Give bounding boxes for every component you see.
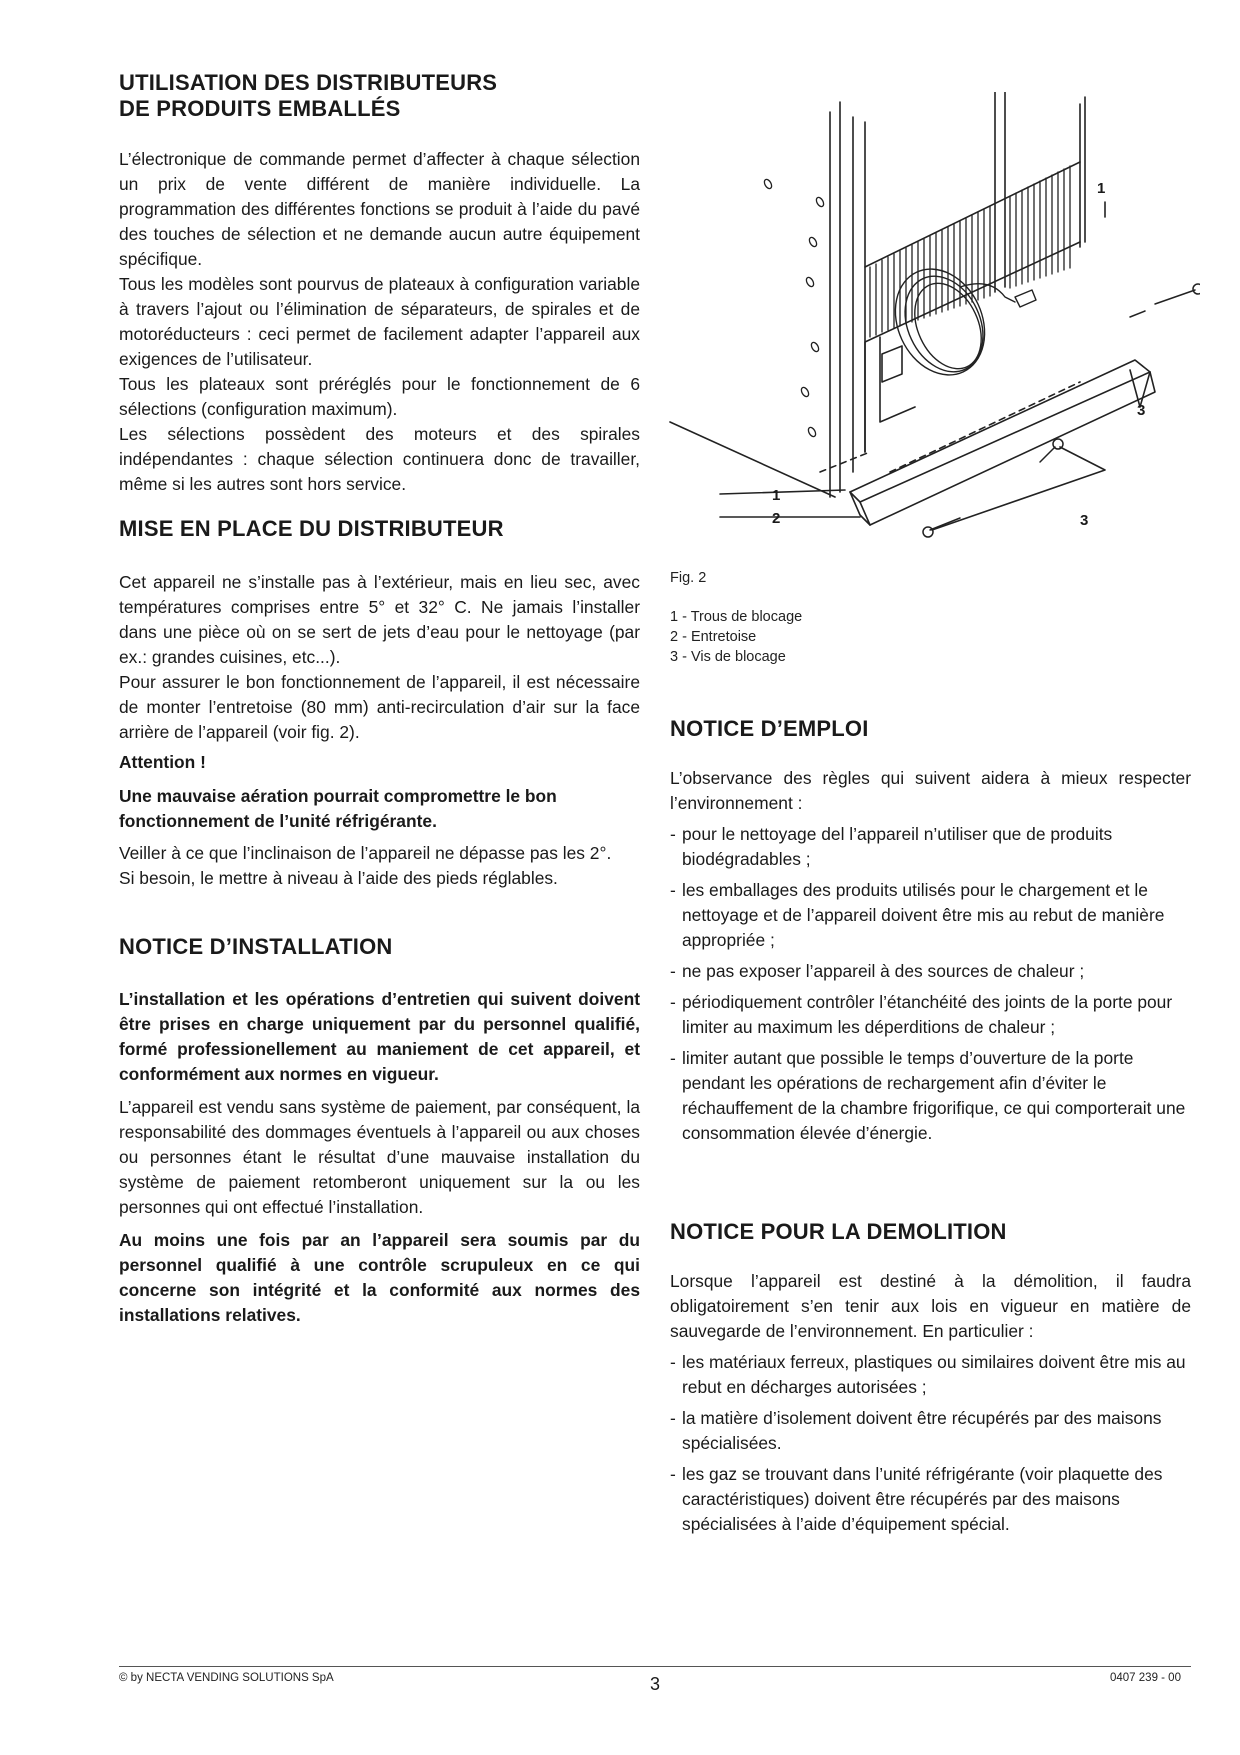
section-body-mise-en-place: [119, 570, 640, 891]
paragraph: Cet appareil ne s’installe pas à l’extérieur, mais en lieu sec, avec températures comprises entre 5° et 32° C. Ne jamais l’installer dans une pièce où on se sert de jets d’eau pour le nettoyage (par ex.: grandes cuisines, etc...).: [119, 572, 640, 667]
list-item: - ne pas exposer l’appareil à des sources de chaleur ;: [670, 959, 1191, 984]
bold-paragraph: Au moins une fois par an l’appareil sera soumis par du personnel qualifié à une contrôle scrupuleux en ce qui concerne son intégrité et la conformité aux normes des installations relatives.: [119, 1230, 640, 1325]
paragraph: Pour assurer le bon fonctionnement de l’appareil, il est nécessaire de monter l’entretoise (80 mm) anti-recirculation d’air sur la face arrière de l’appareil (voir fig. 2).: [119, 672, 640, 742]
figure-legend: [670, 607, 802, 667]
paragraph: L’électronique de commande permet d’affecter à chaque sélection un prix de vente différent de manière individuelle. La programmation des différentes fonctions se produit à l’aide du pavé des touches de sélection et ne demande aucun autre équipement spécifique.: [119, 149, 640, 269]
figure-caption: Fig. 2: [670, 570, 707, 586]
paragraph: L’observance des règles qui suivent aidera à mieux respecter l’environnement :: [670, 768, 1191, 813]
section-title-mise-en-place: MISE EN PLACE DU DISTRIBUTEUR: [119, 516, 504, 541]
demolition-list: [670, 1350, 1191, 1537]
list-item: - la matière d’isolement doivent être récupérés par des maisons spécialisées.: [670, 1406, 1191, 1456]
section-title-utilisation: [119, 70, 497, 122]
section-title-demolition: NOTICE POUR LA DEMOLITION: [670, 1219, 1007, 1244]
section-body-installation: [119, 987, 640, 1328]
usage-list: [670, 822, 1191, 1146]
footer-doc-code: 0407 239 - 00: [1110, 1672, 1181, 1684]
list-item: - les emballages des produits utilisés pour le chargement et le nettoyage et de l’appareil doivent être mis au rebut de manière appropriée ;: [670, 878, 1191, 953]
figure-label-1-left: 1: [772, 487, 781, 504]
section-body-emploi: [670, 766, 1191, 1146]
legend-item-2: 2 - Entretoise: [670, 629, 757, 645]
paragraph: Les sélections possèdent des moteurs et des spirales indépendantes : chaque sélection continuera donc de travailler, même si les autres sont hors service.: [119, 424, 640, 494]
section-body-demolition: [670, 1269, 1191, 1537]
figure-label-2-left: 2: [772, 510, 781, 527]
list-item: - périodiquement contrôler l’étanchéité des joints de la porte pour limiter au maximum les déperditions de chaleur ;: [670, 990, 1191, 1040]
figure-2: [660, 92, 1200, 562]
title-line-1: UTILISATION DES DISTRIBUTEURS: [119, 70, 498, 95]
paragraph: Si besoin, le mettre à niveau à l’aide des pieds réglables.: [119, 868, 558, 888]
list-item: - les matériaux ferreux, plastiques ou similaires doivent être mis au rebut en décharges autorisées ;: [670, 1350, 1191, 1400]
section-title-installation: NOTICE D’INSTALLATION: [119, 934, 393, 959]
figure-label-1-top: 1: [1097, 180, 1106, 197]
paragraph: Veiller à ce que l’inclinaison de l’appareil ne dépasse pas les 2°.: [119, 843, 612, 863]
paragraph: Tous les modèles sont pourvus de plateaux à configuration variable à travers l’ajout ou l’élimination de séparateurs, de spirales et de motoréducteurs : ceci permet de facilement adapter l’appareil aux exigences de l’utilisateur.: [119, 274, 640, 369]
legend-item-3: 3 - Vis de blocage: [670, 649, 786, 665]
paragraph: Tous les plateaux sont préréglés pour le fonctionnement de 6 sélections (configuration maximum).: [119, 374, 640, 419]
bold-paragraph: L’installation et les opérations d’entretien qui suivent doivent être prises en charge uniquement par du personnel qualifié, formé professionellement au maniement de cet appareil, et conformément aux normes en vigueur.: [119, 989, 640, 1084]
figure-label-3-bottom: 3: [1080, 512, 1089, 529]
footer-copyright: © by NECTA VENDING SOLUTIONS SpA: [119, 1672, 334, 1684]
title-line-2: DE PRODUITS EMBALLÉS: [119, 96, 401, 121]
attention-label: Attention !: [119, 752, 206, 772]
list-item: - les gaz se trouvant dans l’unité réfrigérante (voir plaquette des caractéristiques) doivent être récupérés par des maisons spécialisées à l’aide d’équipement spécial.: [670, 1462, 1191, 1537]
warning-text: Une mauvaise aération pourrait compromettre le bon fonctionnement de l’unité réfrigérante.: [119, 786, 557, 831]
section-body-utilisation: [119, 147, 640, 497]
list-item: - limiter autant que possible le temps d’ouverture de la porte pendant les opérations de rechargement afin d’éviter le réchauffement de la chambre frigorifique, ce qui comporterait une consommation élevée d’énergie.: [670, 1046, 1191, 1146]
page-number: 3: [649, 1674, 660, 1694]
list-item: - pour le nettoyage del l’appareil n’utiliser que de produits biodégradables ;: [670, 822, 1191, 872]
section-title-emploi: NOTICE D’EMPLOI: [670, 716, 869, 741]
figure-label-3-right: 3: [1137, 402, 1146, 419]
footer-divider: [119, 1666, 1191, 1667]
paragraph: L’appareil est vendu sans système de paiement, par conséquent, la responsabilité des dommages éventuels à l’appareil ou aux choses ou personnes étant le résultat d’une mauvaise installation du système de paiement retomberont uniquement sur la ou les personnes qui ont effectué l’installation.: [119, 1097, 640, 1217]
spacer-installation-diagram: [660, 92, 1200, 562]
legend-item-1: 1 - Trous de blocage: [670, 609, 803, 625]
paragraph: Lorsque l’appareil est destiné à la démolition, il faudra obligatoirement s’en tenir aux lois en vigueur en matière de sauvegarde de l’environnement. En particulier :: [670, 1271, 1191, 1341]
